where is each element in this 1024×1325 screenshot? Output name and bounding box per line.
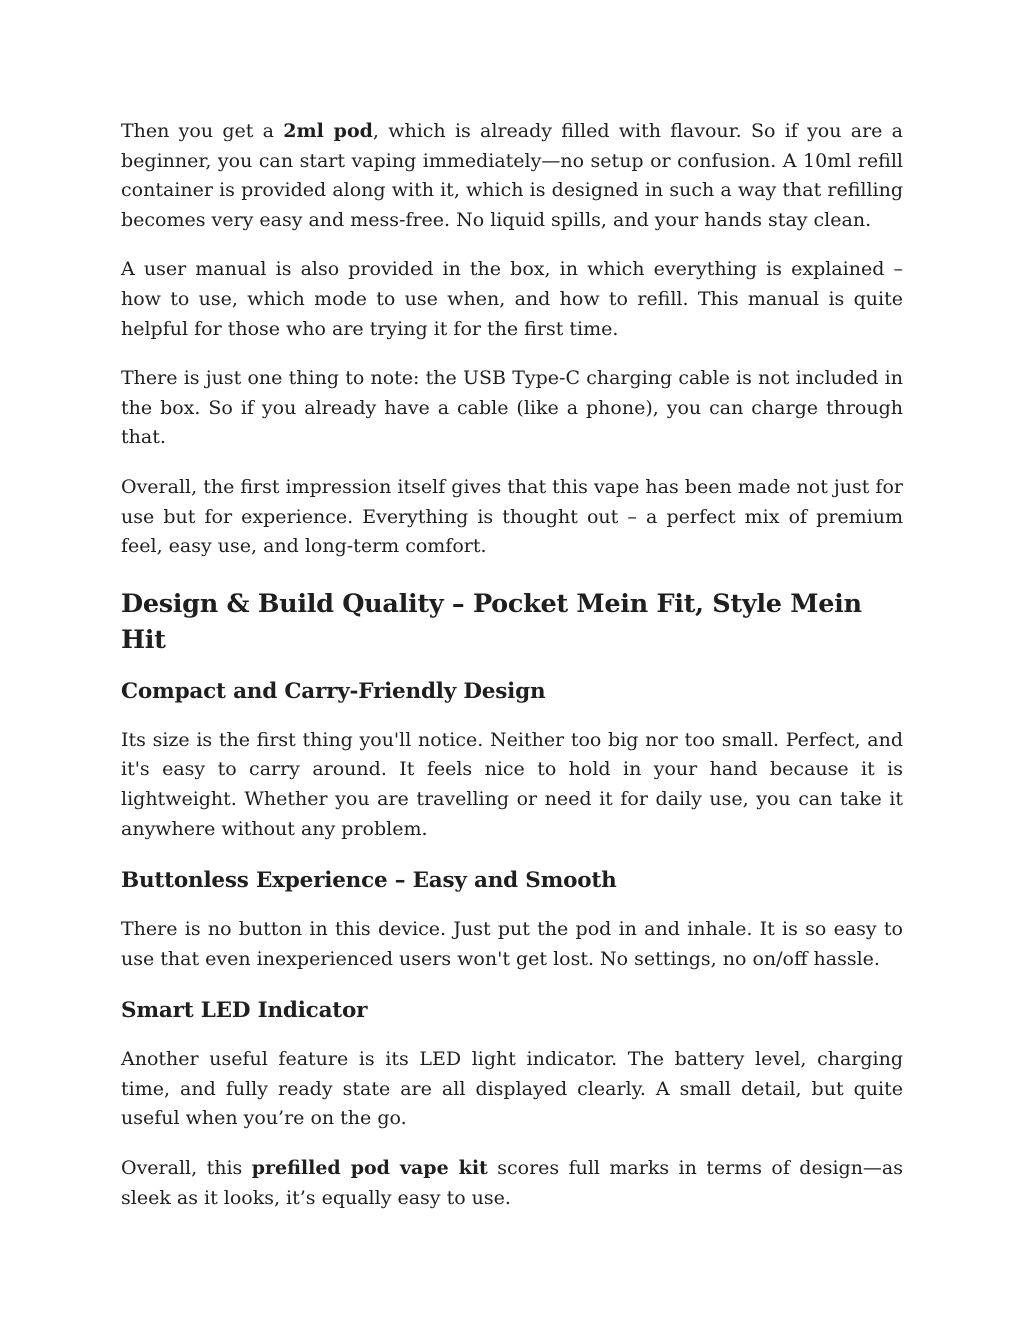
bold-prefilled-pod-vape-kit: prefilled pod vape kit xyxy=(251,1157,488,1180)
paragraph-compact-design: Its size is the first thing you'll notice. Neither too big nor too small. Perfect, and it's easy to carry around. It feels nice to hold in your hand because it is lightweight. Whether you are travelling or need it for daily use, you can take it anywhere without any problem. xyxy=(121,728,903,840)
paragraph-text: , which is already filled with flavour. So if you are a beginner, you can start vaping immediately—no setup or confusion. A 10ml refill container is provided along with it, which is designed in such a way that refilling becomes very easy and mess-free. No liquid spills, and your hands stay clean. xyxy=(121,120,904,231)
paragraph-overall-design xyxy=(121,1154,903,1213)
paragraph-usb-cable: There is just one thing to note: the USB Type-C charging cable is not included in the box. So if you already have a cable (like a phone), you can charge through that. xyxy=(121,367,903,449)
paragraph-led-indicator: Another useful feature is its LED light indicator. The battery level, charging time, and fully ready state are all displayed clearly. A small detail, but quite useful when you’re on the go. xyxy=(121,1048,903,1130)
paragraph-text: Overall, this xyxy=(121,1157,252,1180)
paragraph-text: scores full marks in terms of design—as sleek as it looks, it’s equally easy to use. xyxy=(121,1157,904,1209)
paragraph-user-manual: A user manual is also provided in the box, in which everything is explained – how to use, which mode to use when, and how to refill. This manual is quite helpful for those who are trying it for the first time. xyxy=(121,258,903,340)
section-title: Design & Build Quality – Pocket Mein Fit, Style Mein Hit xyxy=(121,588,862,655)
paragraph-buttonless: There is no button in this device. Just put the pod in and inhale. It is so easy to use that even inexperienced users won't get lost. No settings, no on/off hassle. xyxy=(121,918,903,970)
heading-led-indicator: Smart LED Indicator xyxy=(121,998,368,1024)
heading-buttonless: Buttonless Experience – Easy and Smooth xyxy=(121,868,617,894)
paragraph-text: Then you get a xyxy=(121,120,284,142)
paragraph-first-impression: Overall, the first impression itself gives that this vape has been made not just for use but for experience. Everything is thought out – a perfect mix of premium feel, easy use, and long-term comfort. xyxy=(121,475,903,558)
paragraph-2ml-pod xyxy=(121,117,903,235)
heading-compact-design: Compact and Carry-Friendly Design xyxy=(121,678,546,704)
bold-2ml-pod: 2ml pod xyxy=(283,120,373,142)
document-page xyxy=(121,117,903,1213)
